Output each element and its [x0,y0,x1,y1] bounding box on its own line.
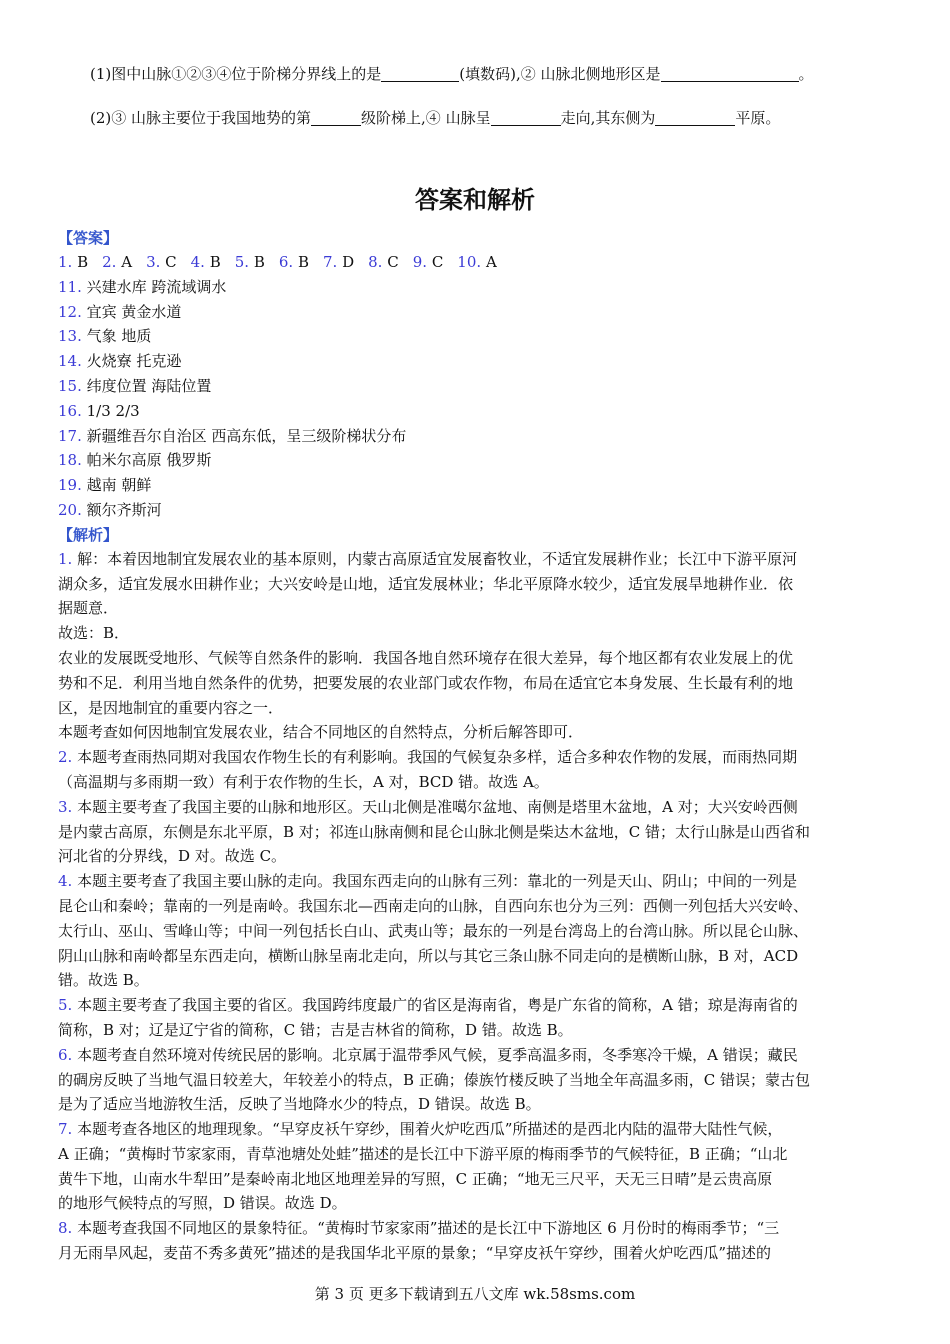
analysis-text: 本题考查我国不同地区的景象特征。“黄梅时节家家雨”描述的是长江中下游地区 6 月份时的梅雨季节；“三 [77,1219,780,1238]
analysis-paragraph [58,646,894,720]
answer-value: B [77,253,89,271]
question-number: 4. [58,872,73,891]
fill-answer-row [58,424,894,449]
mc-answer [235,250,265,275]
mc-answer [191,250,221,275]
analysis-paragraph [58,993,894,1043]
analysis-text: 本题考查各地区的地理现象。“早穿皮袄午穿纱，围着火炉吃西瓜”所描述的是西北内陆的温带大陆性气候， [77,1120,783,1139]
analysis-line [58,1191,894,1216]
question-number: 19. [58,476,82,495]
analysis-text: 昆仑山和秦岭；靠南的一列是南岭。我国东北—西南走向的山脉，自西向东也分为三列：西侧一列包括大兴安岭、 [58,896,809,915]
question-number: 2. [58,748,73,767]
question-number: 8. [368,253,383,271]
question-1-line [90,64,890,84]
fill-answer-row [58,349,894,374]
analysis-paragraph [58,621,894,646]
page-footer: 第 3 页 更多下载请到五八文库 wk.58sms.com [314,1285,636,1303]
answer-value: C [165,253,177,271]
analysis-text: 据题意． [58,599,119,618]
question-number: 18. [58,451,82,470]
analysis-text: 河北省的分界线，D 对。故选 C。 [58,847,287,866]
answer-heading: 【答案】 [58,229,119,247]
analysis-paragraph [58,869,894,993]
answer-section [58,226,894,1266]
answer-text: 帕米尔高原 俄罗斯 [86,451,212,470]
question-number: 10. [457,253,482,271]
question-number: 15. [58,376,82,395]
analysis-line [58,869,894,894]
analysis-paragraph [58,1117,894,1216]
answer-blank [661,65,799,82]
answer-value: B [209,253,221,271]
analysis-line [58,646,894,671]
analysis-line [58,919,894,944]
answer-value: A [121,253,133,271]
analysis-text: 的碉房反映了当地气温日较差大，年较差小的特点，B 正确；傣族竹楼反映了当地全年高温多雨，C 错误；蒙古包 [58,1070,811,1089]
analysis-text: 本题主要考查了我国主要的省区。我国跨纬度最广的省区是海南省，粤是广东省的简称，A 错；琼是海南省的 [77,996,798,1015]
analysis-line [58,745,894,770]
answer-value: C [387,253,399,271]
question-number: 1. [58,253,73,271]
answer-value: D [342,253,355,271]
question-1-text-a: (1)图中山脉①②③④位于阶梯分界线上的是 [90,65,382,83]
analysis-heading: 【解析】 [58,525,119,544]
analysis-text: 黄牛下地，山南水牛犁田”是秦岭南北地区地理差异的写照，C 正确；“地无三尺平，天无三日晴”是云贵高原 [58,1169,773,1188]
analysis-paragraph [58,720,894,745]
analysis-line [58,572,894,597]
analysis-paragraph [58,1216,894,1266]
analysis-text: 本题主要考查了我国主要山脉的走向。我国东西走向的山脉有三列：靠北的一列是天山、阴山；中间的一列是 [77,872,798,891]
analysis-text: 农业的发展既受地形、气候等自然条件的影响．我国各地自然环境存在很大差异，每个地区都有农业发展上的优 [58,648,794,667]
answer-value: A [485,253,497,271]
question-1-text-b: (填数码),② 山脉北侧地形区是 [459,65,661,83]
analysis-line [58,1216,894,1241]
analysis-line [58,671,894,696]
question-number: 17. [58,426,82,445]
analysis-text: 简称，B 对；辽是辽宁省的简称，C 错；吉是吉林省的简称，D 错。故选 B。 [58,1020,573,1039]
mc-answer [279,250,309,275]
analysis-text: 区，是因地制宜的重要内容之一． [58,698,284,717]
mc-answer [457,250,496,275]
analysis-line [58,844,894,869]
analysis-line [58,944,894,969]
question-number: 9. [412,253,428,271]
fill-answer-row [58,448,894,473]
answer-text: 火烧寮 托克逊 [86,352,182,371]
fill-answer-row [58,399,894,424]
analysis-line [58,795,894,820]
analysis-line [58,968,894,993]
analysis-text: 湖众多，适宜发展水田耕作业；大兴安岭是山地，适宜发展林业；华北平原降水较少，适宜发展旱地耕作业．依 [58,574,794,593]
analysis-line [58,1241,894,1266]
analysis-line [58,621,894,646]
question-2-text-d: 平原。 [735,109,781,127]
question-number: 4. [190,253,205,271]
analysis-line [58,820,894,845]
question-number: 5. [58,996,73,1015]
answer-text: 兴建水库 跨流域调水 [86,277,227,296]
analysis-line [58,993,894,1018]
mc-answers-row [58,250,894,275]
answer-text: 纬度位置 海陆位置 [86,376,212,395]
question-number: 14. [58,352,82,371]
analysis-line [58,1142,894,1167]
analysis-text: 阴山山脉和南岭都呈东西走向，横断山脉呈南北走向，所以与其它三条山脉不同走向的是横断山脉，B 对，ACD [58,946,799,965]
fill-answer-row [58,324,894,349]
fill-answer-row [58,300,894,325]
fill-answers-list [58,275,894,523]
analysis-paragraph [58,745,894,795]
fill-answer-row [58,473,894,498]
analysis-text: 太行山、巫山、雪峰山等；中间一列包括长白山、武夷山等；最东的一列是台湾岛上的台湾山脉。所以昆仑山脉、 [58,921,809,940]
answer-value: B [297,253,310,271]
analysis-text: 本题考查雨热同期对我国农作物生长的有利影响。我国的气候复杂多样，适合多种农作物的发展，而雨热同期 [77,748,798,767]
question-2-text-c: 走向,其东侧为 [560,109,656,127]
answer-text: 越南 朝鲜 [86,476,152,495]
analysis-line [58,1092,894,1117]
fill-answer-row [58,498,894,523]
answer-text: 1/3 2/3 [86,401,140,420]
answer-blank [311,109,361,126]
mc-answer [102,250,132,275]
mc-answer [323,250,354,275]
analysis-list [58,547,894,1266]
question-number: 20. [58,500,82,519]
question-number: 3. [58,797,73,816]
analysis-line [58,1167,894,1192]
analysis-line [58,696,894,721]
analysis-paragraph [58,547,894,621]
question-number: 11. [58,277,82,296]
analysis-paragraph [58,1043,894,1117]
answer-blank [491,109,561,126]
question-number: 2. [102,253,117,271]
answer-text: 气象 地质 [86,327,152,346]
answer-text: 新疆维吾尔自治区 西高东低，呈三级阶梯状分布 [86,426,407,445]
analysis-paragraph [58,795,894,869]
question-number: 5. [234,253,250,271]
section-title: 答案和解析 [415,186,535,214]
fill-answer-row [58,275,894,300]
question-number: 13. [58,327,82,346]
analysis-text: 月无雨旱风起，麦苗不秀多黄死”描述的是我国华北平原的景象；“早穿皮袄午穿纱，围着火炉吃西瓜”描述的 [58,1244,772,1263]
analysis-text: 势和不足．利用当地自然条件的优势，把要发展的农业部门或农作物，布局在适宜它本身发展、生长最有利的地 [58,673,794,692]
analysis-text: 解：本着因地制宜发展农业的基本原则，内蒙古高原适宜发展畜牧业，不适宜发展耕作业；长江中下游平原河 [77,549,798,568]
question-2-line [90,108,890,128]
analysis-text: 本题主要考查了我国主要的山脉和地形区。天山北侧是准噶尔盆地、南侧是塔里木盆地，A 对；大兴安岭西侧 [77,797,798,816]
analysis-line [58,596,894,621]
question-number: 7. [58,1120,73,1139]
analysis-text: 的地形气候特点的写照，D 错误。故选 D。 [58,1194,347,1213]
mc-answer [58,250,88,275]
mc-answer [413,250,444,275]
answer-value: B [253,253,265,271]
mc-answer [368,250,399,275]
analysis-text: 是为了适应当地游牧生活，反映了当地降水少的特点，D 错误。故选 B。 [58,1095,541,1114]
mc-answer [146,250,177,275]
answer-blank [655,109,735,126]
analysis-text: 是内蒙古高原，东侧是东北平原，B 对；祁连山脉南侧和昆仑山脉北侧是柴达木盆地，C 错；太行山脉是山西省和 [58,822,811,841]
analysis-line [58,1117,894,1142]
question-number: 6. [278,253,294,271]
question-2-text-b: 级阶梯上,④ 山脉呈 [361,109,491,127]
question-number: 3. [146,253,161,271]
question-number: 16. [58,401,82,420]
analysis-line [58,720,894,745]
analysis-line [58,547,894,572]
analysis-text: （高温期与多雨期一致）有利于农作物的生长，A 对，BCD 错。故选 A。 [58,772,549,791]
fill-answer-row [58,374,894,399]
analysis-line [58,770,894,795]
question-1-text-c: 。 [798,65,814,83]
analysis-text: A 正确；“黄梅时节家家雨，青草池塘处处蛙”描述的是长江中下游平原的梅雨季节的气候特征，B 正确；“山北 [58,1144,788,1163]
answer-text: 宜宾 黄金水道 [86,302,182,321]
analysis-text: 故选：B． [58,624,130,643]
question-2-text-a: (2)③ 山脉主要位于我国地势的第 [90,109,312,127]
analysis-line [58,894,894,919]
question-number: 6. [58,1045,73,1064]
analysis-text: 本题考查如何因地制宜发展农业，结合不同地区的自然特点，分析后解答即可． [58,723,584,742]
answer-text: 额尔齐斯河 [86,500,162,519]
question-number: 7. [323,253,338,271]
answer-value: C [431,253,444,271]
analysis-text: 错。故选 B。 [58,971,149,990]
analysis-line [58,1043,894,1068]
question-number: 12. [58,302,82,321]
answer-blank [381,65,459,82]
analysis-text: 本题考查自然环境对传统民居的影响。北京属于温带季风气候，夏季高温多雨，冬季寒冷干燥，A 错误；藏民 [77,1045,798,1064]
question-number: 1. [58,549,73,568]
question-number: 8. [58,1219,73,1238]
analysis-line [58,1068,894,1093]
analysis-line [58,1018,894,1043]
